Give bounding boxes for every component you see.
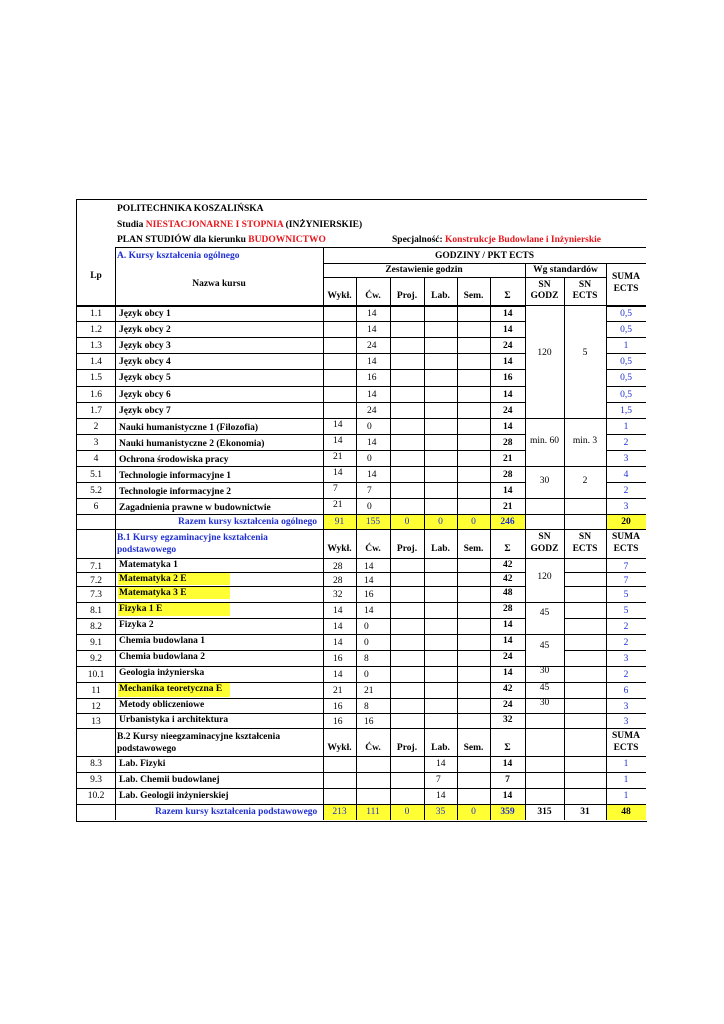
total-sigma: 246 xyxy=(500,517,515,527)
course-name: Urbanistyka i architektura xyxy=(119,715,229,725)
wykl-value: 16 xyxy=(333,654,343,664)
ects-value: 2 xyxy=(623,670,629,680)
sigma-value: 28 xyxy=(503,438,513,448)
row-divider xyxy=(115,247,646,248)
row-lp: 7.2 xyxy=(90,576,102,586)
sem-header: Sem. xyxy=(463,544,484,554)
ects-value: 1 xyxy=(623,791,629,801)
row-divider xyxy=(77,682,646,683)
suma-header-ects: ECTS xyxy=(613,284,639,294)
sigma-value: 14 xyxy=(503,422,513,432)
column-divider xyxy=(525,263,526,277)
sigma-header: Σ xyxy=(504,544,511,554)
row-lp: 8.2 xyxy=(90,622,102,632)
row-divider xyxy=(564,586,606,587)
cw-value: 8 xyxy=(364,654,369,664)
cw-value: 8 xyxy=(364,702,369,712)
course-name: Język obcy 7 xyxy=(119,406,171,416)
column-divider xyxy=(323,277,324,820)
sn-ects-header: SN xyxy=(578,280,592,290)
row-lp: 12 xyxy=(91,702,101,712)
lab-value: 7 xyxy=(436,775,441,785)
ects-value: 6 xyxy=(623,686,629,696)
course-name: Chemia budowlana 2 xyxy=(119,652,206,662)
sn-ects-header: ECTS xyxy=(572,291,598,301)
sigma-value: 14 xyxy=(502,791,513,801)
course-name-header: Nazwa kursu xyxy=(192,279,246,289)
proj-header: Proj. xyxy=(396,291,418,301)
standards-group-header: Wg standardów xyxy=(533,265,598,275)
course-name: Metody obliczeniowe xyxy=(119,700,205,710)
proj-header: Proj. xyxy=(396,544,418,554)
column-divider xyxy=(115,247,116,820)
course-name: Fizyka 1 E xyxy=(119,604,163,614)
row-lp: 6 xyxy=(93,502,99,512)
sn-godz-value: 45 xyxy=(539,683,550,693)
row-divider xyxy=(564,618,606,619)
row-divider xyxy=(564,634,606,635)
suma-header-ects: ECTS xyxy=(613,544,639,554)
row-lp: 1.6 xyxy=(90,390,102,400)
row-divider xyxy=(77,498,646,499)
sigma-value: 21 xyxy=(503,502,513,512)
merged-cell-mask xyxy=(526,467,606,498)
row-lp: 10.2 xyxy=(87,791,105,801)
course-name: Geologia inżynierska xyxy=(119,668,205,678)
row-divider xyxy=(77,788,646,789)
sigma-value: 7 xyxy=(505,775,510,785)
row-divider xyxy=(77,756,646,757)
cw-value: 14 xyxy=(364,606,374,616)
course-name: Język obcy 5 xyxy=(119,373,171,383)
sn-ects-header: ECTS xyxy=(572,544,598,554)
section-b2-title: B.2 Kursy nieegzaminacyjne kształcenia podstawowego xyxy=(117,732,281,754)
column-divider xyxy=(457,277,458,820)
row-divider xyxy=(77,728,646,729)
total-cw: 111 xyxy=(366,807,380,817)
ects-value: 0,5 xyxy=(620,390,632,400)
cw-value: 21 xyxy=(364,686,374,696)
ects-value: 5 xyxy=(623,590,629,600)
sigma-value: 14 xyxy=(503,357,513,367)
sigma-value: 24 xyxy=(503,406,513,416)
ects-value: 2 xyxy=(623,622,629,632)
sigma-value: 21 xyxy=(503,454,513,464)
course-name: Technologie informacyjne 1 xyxy=(119,471,232,481)
course-name: Lab. Chemii budowlanej xyxy=(119,775,220,785)
course-name: Matematyka 3 E xyxy=(119,588,187,598)
course-name: Fizyka 2 xyxy=(119,620,154,630)
ects-value: 2 xyxy=(623,438,629,448)
row-divider xyxy=(77,529,646,530)
sigma-value: 14 xyxy=(503,486,513,496)
cw-value: 0 xyxy=(364,622,369,632)
suma-header: SUMA xyxy=(612,272,640,282)
cw-value: 14 xyxy=(364,576,374,586)
total-ects: 20 xyxy=(621,517,631,527)
total-sn-godz: 315 xyxy=(537,807,552,817)
course-name: Ochrona środowiska pracy xyxy=(119,455,229,465)
row-lp: 10.1 xyxy=(87,670,105,680)
ects-value: 0,5 xyxy=(620,309,632,319)
hours-group-header: GODZINY / PKT ECTS xyxy=(435,251,534,261)
total-ects: 48 xyxy=(621,807,631,817)
row-divider xyxy=(564,602,606,603)
wykl-value: 14 xyxy=(333,606,343,616)
row-divider xyxy=(77,666,646,667)
ects-value: 1,5 xyxy=(620,406,632,416)
row-lp: 1.2 xyxy=(90,325,102,335)
wykl-value: 21 xyxy=(333,686,343,696)
sigma-value: 14 xyxy=(503,620,513,630)
sigma-value: 14 xyxy=(503,309,513,319)
row-lp: 7.1 xyxy=(90,562,102,572)
ects-value: 7 xyxy=(623,576,629,586)
course-name: Język obcy 2 xyxy=(119,325,171,335)
plan-line: PLAN STUDIÓW dla kierunku BUDOWNICTWO xyxy=(117,235,326,245)
row-lp: 1.1 xyxy=(90,309,102,319)
total-sigma: 359 xyxy=(500,807,515,817)
suma-header: SUMA xyxy=(612,532,640,542)
sn-godz-value: 30 xyxy=(539,698,550,708)
sigma-value: 24 xyxy=(503,652,513,662)
course-name: Mechanika teoretyczna E xyxy=(119,684,223,694)
course-name: Zagadnienia prawne w budownictwie xyxy=(119,503,271,513)
cw-value: 14 xyxy=(367,390,377,400)
sn-ects-value: 5 xyxy=(582,348,588,358)
sn-godz-header: GODZ xyxy=(530,544,559,554)
cw-value: 0 xyxy=(364,670,369,680)
ects-value: 4 xyxy=(623,470,629,480)
lab-header: Lab. xyxy=(431,743,450,753)
row-divider xyxy=(77,772,646,773)
lab-value: 14 xyxy=(436,791,446,801)
sigma-value: 48 xyxy=(503,588,513,598)
sigma-header: Σ xyxy=(504,743,511,753)
ects-value: 2 xyxy=(623,638,629,648)
total-wykl: 91 xyxy=(334,517,345,527)
row-lp: 1.4 xyxy=(90,357,102,367)
sn-ects-value: 2 xyxy=(582,476,588,486)
total-wykl: 213 xyxy=(332,807,347,817)
cw-value: 14 xyxy=(367,438,377,448)
sn-godz-value: 30 xyxy=(539,476,550,486)
cw-value: 0 xyxy=(367,422,372,432)
wykl-value: 21 xyxy=(333,452,343,462)
wykl-header: Wykł. xyxy=(327,544,352,554)
total-sn-ects: 31 xyxy=(580,807,590,817)
row-divider xyxy=(323,263,646,264)
wykl-value: 32 xyxy=(333,590,343,600)
wykl-header: Wykł. xyxy=(327,291,352,301)
ects-value: 1 xyxy=(623,775,629,785)
wykl-value: 16 xyxy=(333,717,343,727)
column-divider xyxy=(606,263,607,277)
column-divider xyxy=(424,277,425,820)
sigma-value: 14 xyxy=(502,759,513,769)
suma-header: SUMA xyxy=(612,731,640,741)
cw-value: 16 xyxy=(364,590,374,600)
course-name: Matematyka 1 xyxy=(119,560,178,570)
wykl-value: 14 xyxy=(333,622,343,632)
ects-value: 1 xyxy=(623,759,629,769)
course-name: Lab. Fizyki xyxy=(119,759,166,769)
sigma-value: 24 xyxy=(503,700,513,710)
total-proj: 0 xyxy=(404,807,410,817)
wykl-value: 7 xyxy=(333,484,338,494)
sigma-value: 14 xyxy=(503,325,513,335)
lp-header: Lp xyxy=(90,271,102,281)
cw-value: 14 xyxy=(367,470,377,480)
course-name: Język obcy 4 xyxy=(119,357,171,367)
sigma-value: 42 xyxy=(503,574,513,584)
course-name: Język obcy 1 xyxy=(119,309,171,319)
sigma-value: 28 xyxy=(503,604,513,614)
wykl-value: 14 xyxy=(333,670,343,680)
proj-header: Proj. xyxy=(396,743,418,753)
total-lab: 35 xyxy=(435,807,446,817)
cw-header: Ćw. xyxy=(365,544,381,554)
wykl-header: Wykł. xyxy=(327,743,352,753)
sn-godz-value: 120 xyxy=(537,572,552,582)
cw-value: 14 xyxy=(367,325,377,335)
ects-value: 1 xyxy=(623,341,629,351)
row-lp: 9.3 xyxy=(90,775,102,785)
row-lp: 5.2 xyxy=(90,486,102,496)
sigma-header: Σ xyxy=(504,291,511,301)
sigma-value: 14 xyxy=(503,390,513,400)
sigma-value: 32 xyxy=(503,715,513,725)
suma-header-ects: ECTS xyxy=(613,743,639,753)
row-lp: 9.1 xyxy=(90,638,102,648)
ects-value: 3 xyxy=(623,702,629,712)
course-name: Lab. Geologii inżynierskiej xyxy=(119,791,229,801)
lab-header: Lab. xyxy=(431,544,450,554)
sigma-value: 24 xyxy=(503,341,513,351)
wykl-value: 14 xyxy=(333,468,343,478)
row-lp: 9.2 xyxy=(90,654,102,664)
column-divider xyxy=(606,277,607,820)
row-lp: 5.1 xyxy=(90,470,102,480)
course-name: Język obcy 6 xyxy=(119,390,171,400)
cw-value: 16 xyxy=(364,717,374,727)
sem-header: Sem. xyxy=(463,291,484,301)
total-proj: 0 xyxy=(404,517,410,527)
row-divider xyxy=(77,698,646,699)
section-a-title: A. Kursy kształcenia ogólnego xyxy=(117,251,240,261)
sigma-value: 14 xyxy=(503,668,513,678)
section-b1-title: B.1 Kursy egzaminacyjne kształcenia podstawowego xyxy=(117,533,268,555)
total-sem: 0 xyxy=(471,807,476,817)
sigma-value: 14 xyxy=(503,636,513,646)
ects-value: 0,5 xyxy=(620,373,632,383)
institution-name: POLITECHNIKA KOSZALIŃSKA xyxy=(117,204,264,214)
course-name: Technologie informacyjne 2 xyxy=(119,487,232,497)
course-name: Nauki humanistyczne 2 (Ekonomia) xyxy=(119,439,265,449)
total-lab: 0 xyxy=(438,517,443,527)
row-lp: 3 xyxy=(93,438,99,448)
column-divider xyxy=(323,247,324,277)
sn-godz-value: 120 xyxy=(537,348,552,358)
course-name: Matematyka 2 E xyxy=(119,574,187,584)
sigma-value: 42 xyxy=(503,684,513,694)
row-divider xyxy=(77,713,646,714)
wykl-value: 14 xyxy=(333,420,343,430)
cw-value: 14 xyxy=(364,562,374,572)
cw-value: 7 xyxy=(367,486,372,496)
summary-group-header: Zestawienie godzin xyxy=(385,265,463,275)
row-divider xyxy=(564,572,606,573)
studies-line: Studia NIESTACJONARNE I STOPNIA (INŻYNIERSKIE) xyxy=(117,220,363,230)
row-divider xyxy=(77,514,646,515)
ects-value: 1 xyxy=(623,422,629,432)
total-cw: 155 xyxy=(365,517,381,527)
row-lp: 7.3 xyxy=(90,590,102,600)
row-lp: 1.5 xyxy=(90,373,102,383)
cw-value: 0 xyxy=(364,638,369,648)
sn-godz-value: 45 xyxy=(539,641,550,651)
cw-value: 0 xyxy=(367,454,372,464)
sigma-value: 28 xyxy=(503,470,513,480)
ects-value: 3 xyxy=(623,454,629,464)
row-lp: 1.7 xyxy=(90,406,102,416)
sn-godz-value: 45 xyxy=(539,608,550,618)
course-name: Nauki humanistyczne 1 (Filozofia) xyxy=(119,423,259,433)
ects-value: 3 xyxy=(623,717,629,727)
sem-header: Sem. xyxy=(463,743,484,753)
ects-value: 2 xyxy=(623,486,629,496)
cw-value: 24 xyxy=(367,341,377,351)
wykl-value: 28 xyxy=(333,576,343,586)
ects-value: 3 xyxy=(623,502,629,512)
column-divider xyxy=(564,306,565,498)
course-name: Język obcy 3 xyxy=(119,341,171,351)
sn-ects-value: min. 3 xyxy=(572,436,598,446)
sn-ects-header: SN xyxy=(578,532,592,542)
cw-value: 24 xyxy=(367,406,377,416)
cw-value: 16 xyxy=(367,373,377,383)
sn-godz-header: SN xyxy=(538,280,551,290)
column-divider xyxy=(356,277,357,820)
total-a-label: Razem kursy kształcenia ogólnego xyxy=(178,517,318,527)
merged-cell-mask xyxy=(526,306,606,418)
cw-header: Ćw. xyxy=(365,291,381,301)
cw-value: 14 xyxy=(367,357,377,367)
wykl-value: 21 xyxy=(333,500,343,510)
row-lp: 1.3 xyxy=(90,341,102,351)
sigma-value: 16 xyxy=(503,373,513,383)
wykl-value: 16 xyxy=(333,702,343,712)
specialization-line: Specjalność: Konstrukcje Budowlane i Inżynierskie xyxy=(392,235,602,245)
row-lp: 13 xyxy=(91,717,101,727)
row-lp: 11 xyxy=(91,686,101,696)
sn-godz-header: GODZ xyxy=(530,291,559,301)
sn-godz-header: SN xyxy=(538,532,551,542)
ects-value: 3 xyxy=(623,654,629,664)
cw-header: Ćw. xyxy=(365,743,381,753)
ects-value: 7 xyxy=(623,562,629,572)
total-b-label: Razem kursy kształcenia podstawowego xyxy=(155,807,318,817)
course-name: Chemia budowlana 1 xyxy=(119,636,206,646)
ects-value: 5 xyxy=(623,606,629,616)
row-divider xyxy=(77,804,646,805)
lab-value: 14 xyxy=(436,759,446,769)
sn-godz-value: 30 xyxy=(539,666,550,676)
ects-value: 0,5 xyxy=(620,357,632,367)
wykl-value: 14 xyxy=(333,436,343,446)
cw-value: 14 xyxy=(367,309,377,319)
sigma-value: 42 xyxy=(503,560,513,570)
wykl-value: 28 xyxy=(333,562,343,572)
ects-value: 0,5 xyxy=(620,325,632,335)
row-lp: 8.1 xyxy=(90,606,102,616)
row-lp: 8.3 xyxy=(90,759,102,769)
column-divider xyxy=(390,277,391,820)
total-sem: 0 xyxy=(471,517,476,527)
lab-header: Lab. xyxy=(431,291,450,301)
row-lp: 2 xyxy=(93,422,99,432)
row-lp: 4 xyxy=(93,454,99,464)
wykl-value: 14 xyxy=(333,638,343,648)
cw-value: 0 xyxy=(367,502,372,512)
sn-godz-value: min. 60 xyxy=(529,436,560,446)
column-divider xyxy=(490,277,491,820)
row-divider xyxy=(564,650,606,651)
